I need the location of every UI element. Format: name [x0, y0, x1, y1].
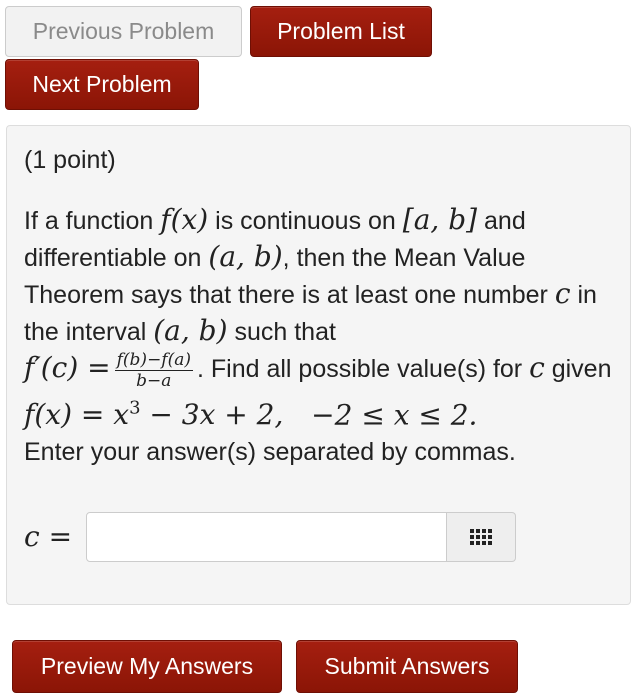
math-given-function [24, 398, 283, 431]
problem-statement [24, 202, 624, 470]
given-f-base: f(x) = x [24, 398, 130, 432]
math-c: c [554, 277, 571, 310]
given-f-rest: − 3x + 2, [140, 398, 284, 432]
problem-panel [6, 125, 631, 605]
statement-text: is continuous on [208, 207, 403, 235]
math-open-interval: (a, b) [153, 314, 228, 347]
math-palette-button[interactable] [447, 512, 516, 562]
submit-answers-button[interactable]: Submit Answers [296, 640, 518, 693]
statement-text: such that [227, 318, 336, 346]
answer-input[interactable] [86, 512, 447, 562]
fraction-denominator: b−a [136, 371, 172, 391]
math-f-prime-c: f′(c) = [24, 351, 111, 385]
instructions-text: Enter your answer(s) separated by commas. [24, 438, 516, 467]
math-c: c [529, 351, 545, 385]
math-f-of-x: f(x) [160, 203, 209, 236]
grid-icon [470, 529, 492, 545]
math-closed-interval: [a, b] [402, 203, 478, 236]
problem-points: (1 point) [24, 146, 116, 174]
answer-label: c = [24, 520, 73, 553]
statement-text: , then the Mean Value Theorem says that there is at least one number [24, 244, 555, 309]
statement-text: . Find all possible value(s) for [197, 355, 530, 384]
problem-list-button[interactable]: Problem List [250, 6, 432, 57]
math-fraction [115, 350, 193, 391]
statement-text: If a function [24, 207, 161, 235]
exponent: 3 [129, 398, 141, 419]
math-domain: −2 ≤ x ≤ 2. [311, 398, 478, 432]
previous-problem-button[interactable]: Previous Problem [5, 6, 242, 57]
statement-text: given [544, 355, 612, 384]
next-problem-button[interactable]: Next Problem [5, 59, 199, 110]
statement-text: and differentiable on [24, 207, 526, 272]
math-open-interval: (a, b) [208, 240, 283, 273]
statement-text: in the interval [24, 281, 597, 346]
preview-answers-button[interactable]: Preview My Answers [12, 640, 282, 693]
fraction-numerator: f(b)−f(a) [116, 350, 191, 370]
